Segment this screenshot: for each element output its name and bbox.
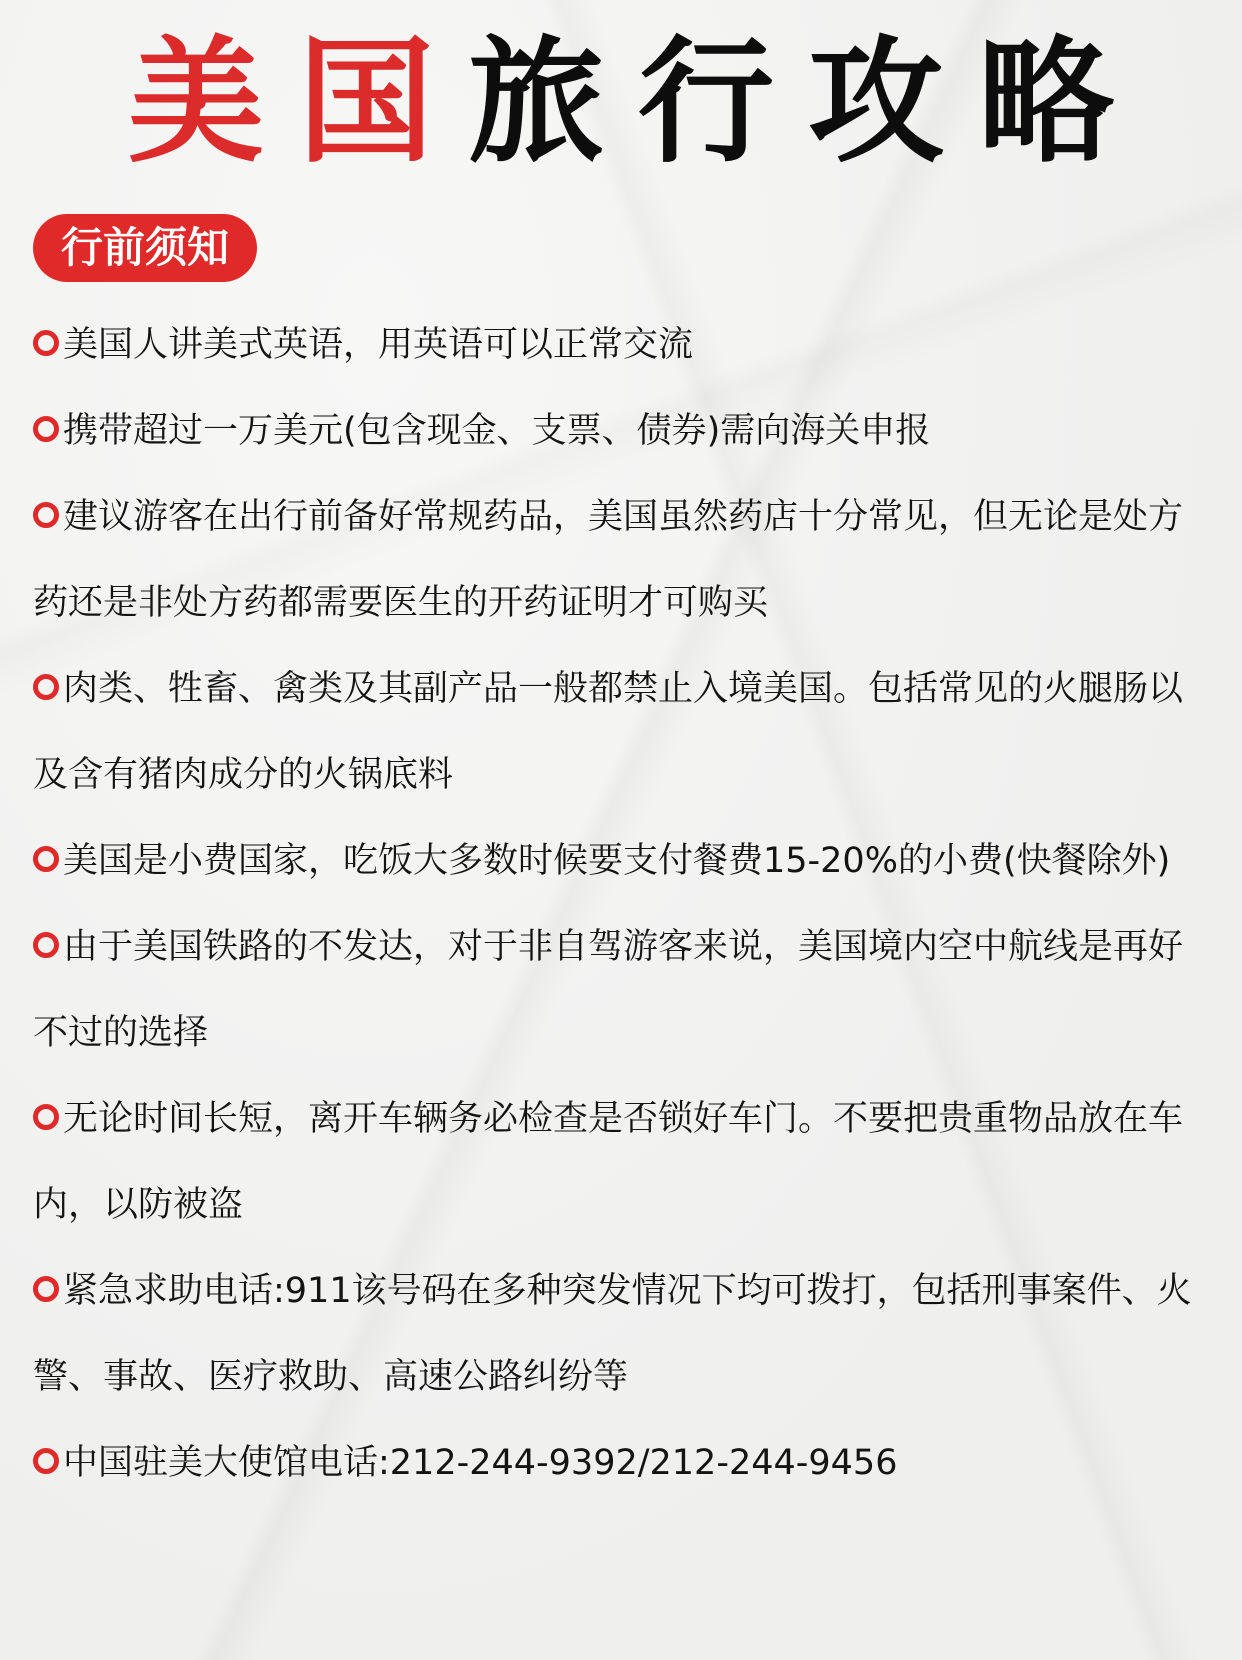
- red-ring-icon: [33, 330, 59, 356]
- section-tag: 行前须知: [33, 214, 257, 282]
- title-char-1: 美: [128, 24, 264, 182]
- red-ring-icon: [33, 846, 59, 872]
- tip-item: [33, 474, 1213, 646]
- tip-text: 美国是小费国家，吃饭大多数时候要支付餐费15-20%的小费(快餐除外): [63, 841, 1171, 881]
- tip-item: [33, 388, 1213, 474]
- title-char-5: 攻: [808, 24, 944, 182]
- tip-text: 无论时间长短，离开车辆务必检查是否锁好车门。不要把贵重物品放在车内，以防被盗: [33, 1099, 1184, 1225]
- red-ring-icon: [33, 674, 59, 700]
- tip-text: 建议游客在出行前备好常规药品，美国虽然药店十分常见，但无论是处方药还是非处方药都需要医生的开药证明才可购买: [33, 497, 1184, 623]
- red-ring-icon: [33, 932, 59, 958]
- tip-text: 紧急求助电话:911该号码在多种突发情况下均可拨打，包括刑事案件、火警、事故、医疗救助、高速公路纠纷等: [33, 1271, 1192, 1397]
- title-char-4: 行: [638, 24, 774, 182]
- red-ring-icon: [33, 1448, 59, 1474]
- red-ring-icon: [33, 1276, 59, 1302]
- red-ring-icon: [33, 502, 59, 528]
- tip-item: [33, 1420, 1213, 1506]
- tip-text: 肉类、牲畜、禽类及其副产品一般都禁止入境美国。包括常见的火腿肠以及含有猪肉成分的火锅底料: [33, 669, 1184, 795]
- tip-item: [33, 904, 1213, 1076]
- tip-item: [33, 1248, 1213, 1420]
- tip-item: [33, 646, 1213, 818]
- tip-text: 中国驻美大使馆电话:212-244-9392/212-244-9456: [63, 1443, 898, 1483]
- tips-list: [33, 302, 1213, 1506]
- title-char-6: 略: [978, 24, 1114, 182]
- red-ring-icon: [33, 1104, 59, 1130]
- title-char-3: 旅: [468, 24, 604, 182]
- page-title: [0, 24, 1242, 182]
- tip-text: 美国人讲美式英语，用英语可以正常交流: [63, 325, 694, 365]
- red-ring-icon: [33, 416, 59, 442]
- tip-item: [33, 1076, 1213, 1248]
- title-char-2: 国: [298, 24, 434, 182]
- tip-item: [33, 302, 1213, 388]
- tip-text: 由于美国铁路的不发达，对于非自驾游客来说，美国境内空中航线是再好不过的选择: [33, 927, 1184, 1053]
- tip-text: 携带超过一万美元(包含现金、支票、债券)需向海关申报: [63, 411, 931, 451]
- tip-item: [33, 818, 1213, 904]
